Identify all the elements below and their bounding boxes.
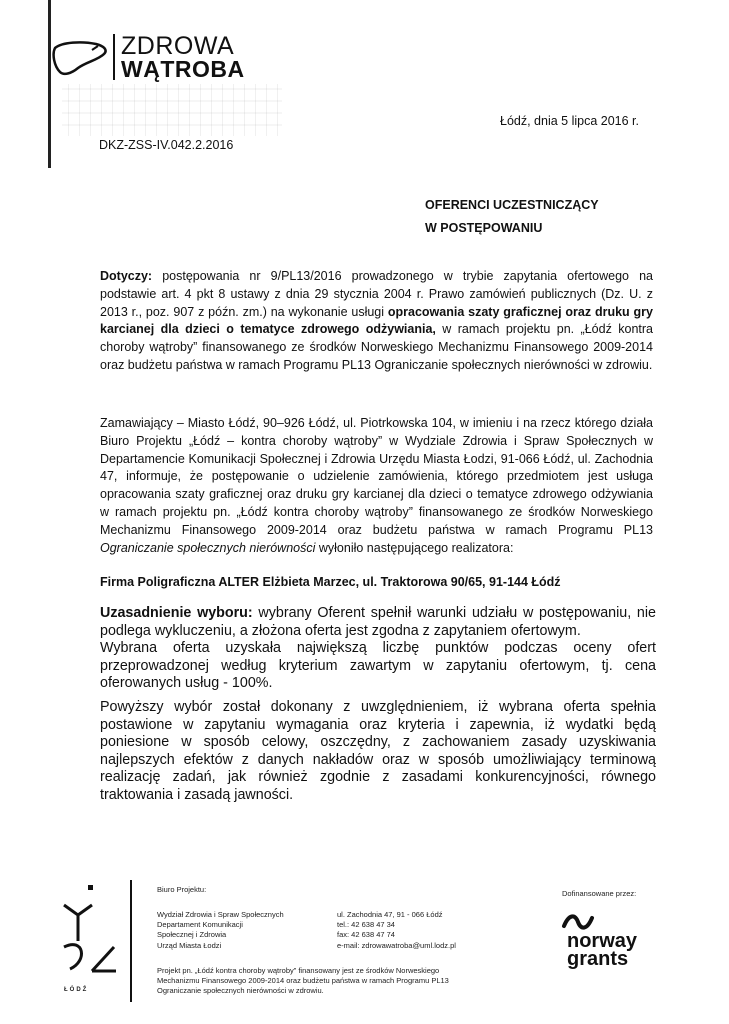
department-block [157,910,284,951]
logo-divider [113,34,115,80]
footer-divider [130,880,132,1002]
subject-text-2: w ramach projektu pn. „Łódź kontra choroby wątroby” finansowanego ze środków Norweskiego Mechanizmu Finansowego 2009-2014 oraz budżetu państwa w ramach Programu PL13 Ograniczanie społecznych nierówności w zdrowiu. [100,322,653,372]
norway-grants-word2: grants [567,948,629,970]
norway-grants-wave-icon [561,912,595,932]
funding-note-line: Projekt pn. „Łódź kontra choroby wątroby” finansowany jest ze środków Norweskiego [157,966,440,975]
margin-rule [48,0,51,168]
body-text-2: wyłoniło następującego realizatora: [315,540,514,555]
body-paragraph [100,415,653,557]
subject-paragraph [100,268,653,375]
funding-note-line: Ograniczanie społecznych nierówności w zdrowiu. [157,986,324,996]
reference-number: DKZ-ZSS-IV.042.2.2016 [99,138,234,152]
funding-note-line: Mechanizmu Finansowego 2009-2014 oraz budżetu państwa w ramach Programu PL13 [157,976,449,986]
liver-logo-icon [52,40,110,78]
office-title: Biuro Projektu: [157,885,207,894]
norway-grants-logo [567,932,637,968]
phone-line: tel.: 42 638 47 34 [337,920,395,930]
department-line: Departament Komunikacji [157,920,243,930]
justification-paragraph [100,605,656,693]
lodz-logo-caption: ŁÓDŹ [64,987,89,993]
subject-text-1: postępowania nr 9/PL13/2016 prowadzonego w trybie zapytania ofertowego na podstawie art. 4 pkt 8 ustawy z dnia 29 stycznia 2004 r. Prawo zamówień publicznych (Dz. U. z 2013 r., poz. 907 z późn. zm.) na wykonanie usługi [100,269,653,319]
body-text-1: Zamawiający – Miasto Łódź, 90–926 Łódź, ul. Piotrkowska 104, w imieniu i na rzecz którego działa Biuro Projektu „Łódź – kontra choroby wątroby” w Wydziale Zdrowia i Spraw Społecznych w Departamencie Komunikacji Społecznej i Zdrowia Urzędu Miasta Łodzi, 91-066 Łódź, ul. Zachodnia 47, informuje, że postępowanie o udzielenie zamówienia, którego przedmiotem jest usługa opracowania szaty graficznej oraz druku gry karcianej dla dzieci o tematyce zdrowego odżywiania w ramach projektu pn. „Łódź kontra choroby wątroby” finansowanego ze środków Norweskiego Mechanizmu Finansowego 2009-2014 oraz budżetu państwa w ramach Programu PL13 [100,416,653,537]
subject-label: Dotyczy: [100,269,153,283]
address-block [337,910,456,951]
letter-date: Łódź, dnia 5 lipca 2016 r. [500,114,639,128]
faded-stamp [62,84,282,136]
department-line: Urząd Miasta Łodzi [157,940,222,950]
funded-by-label: Dofinansowane przez: [562,889,637,898]
recipients-line2: W POSTĘPOWANIU [425,221,543,235]
subject-bold: opracowania szaty graficznej oraz druku gry karcianej dla dzieci o tematyce zdrowego odżywiania, [100,304,653,337]
selected-contractor: Firma Poligraficzna ALTER Elżbieta Marzec, ul. Traktorowa 90/65, 91-144 Łódź [100,575,561,589]
logo-title-line1: ZDROWA [121,32,235,60]
norway-grants-word1: norway [567,930,638,952]
email-link[interactable]: e-mail: zdrowawatroba@uml.lodz.pl [337,940,456,950]
justification-text-1: wybrany Oferent spełnił warunki udziału w postępowaniu, nie podlega wykluczeniu, a złożona oferta jest zgodna z zapytaniem ofertowym. [100,605,656,639]
justification-text-3: Powyższy wybór został dokonany z uwzględnieniem, iż wybrana oferta spełnia postawione w zapytaniu wymagania oraz kryteria i zapewnia, iż wydatki będą poniesione w sposób celowy, oszczędny, z zachowaniem zasady uzyskiwania najlepszych efektów z danych nakładów oraz w sposób umożliwiający terminową realizację zadań, jak również zgodnie z zasadami konkurencyjności, równego traktowania i zasadą jawności. [100,699,656,803]
fax-line: fax: 42 638 47 74 [337,930,395,940]
department-line: Wydział Zdrowia i Spraw Społecznych [157,910,284,919]
justification-text-2: Wybrana oferta uzyskała największą liczbę punktów podczas oceny ofert przeprowadzonej według kryterium zawartym w zapytaniu ofertowym, tj. cena oferowanych usług - 100%. [100,640,656,692]
department-line: Społecznej i Zdrowia [157,930,227,940]
recipients-line1: OFERENCI UCZESTNICZĄCY [425,198,599,212]
body-italic: Ograniczanie społecznych nierówności [100,540,316,555]
address-line: ul. Zachodnia 47, 91 - 066 Łódź [337,910,443,919]
lodz-city-logo-icon [58,885,120,993]
closing-paragraph [100,699,656,805]
funding-note [157,966,449,997]
logo-title-line2: WĄTROBA [121,56,245,82]
justification-label: Uzasadnienie wyboru: [100,605,253,621]
